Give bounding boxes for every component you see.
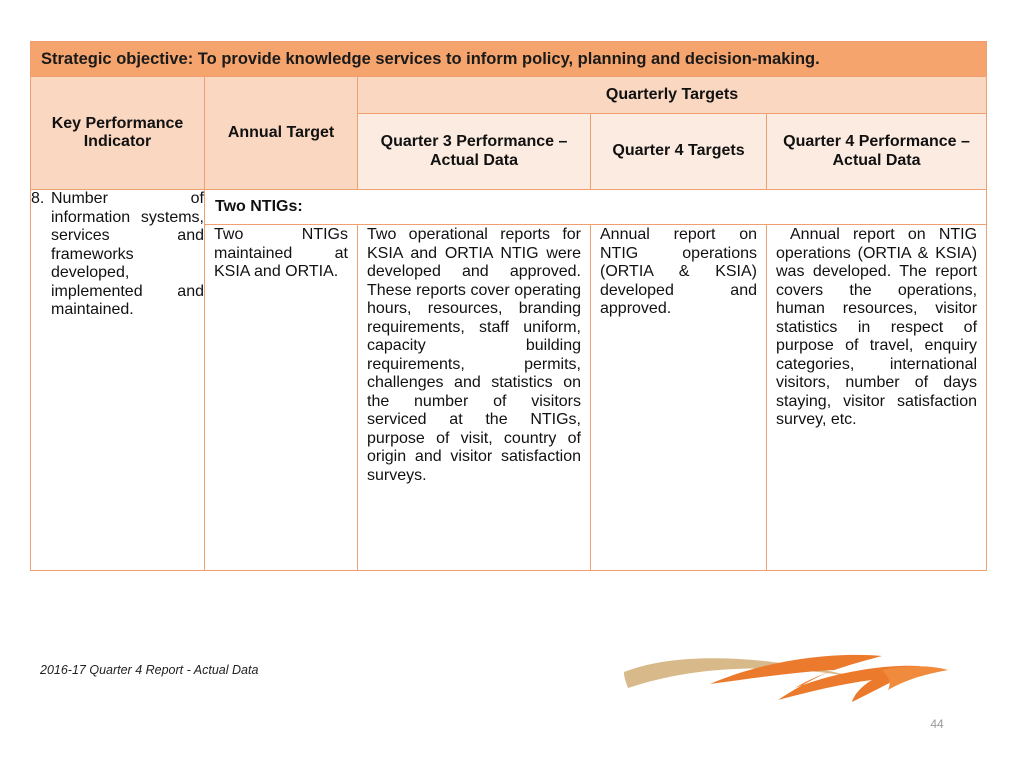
performance-table xyxy=(30,41,987,571)
kpi-list xyxy=(31,190,204,320)
ntig-span-label: Two NTIGs: xyxy=(205,190,987,225)
annual-target-cell xyxy=(205,225,358,571)
kpi-number: 8. xyxy=(31,190,45,207)
strategic-objective: Strategic objective: To provide knowledge services to inform policy, planning and decision-making. xyxy=(31,42,987,77)
q4-performance-header: Quarter 4 Performance – Actual Data xyxy=(767,114,987,190)
q4-targets-header: Quarter 4 Targets xyxy=(591,114,767,190)
kpi-text: Number of information systems, services and frameworks developed, implemented and maintained. xyxy=(51,190,204,318)
ntig-label-row xyxy=(31,190,987,225)
kpi-list-item xyxy=(31,190,204,320)
kpi-cell xyxy=(31,190,205,571)
swoosh-logo-icon xyxy=(620,648,950,704)
q3-performance-header: Quarter 3 Performance – Actual Data xyxy=(358,114,591,190)
q4-targets-text: Annual report on NTIG operations (ORTIA & KSIA) developed and approved. xyxy=(600,226,757,317)
header-row-top xyxy=(31,77,987,114)
annual-target-text: Two NTIGs maintained at KSIA and ORTIA. xyxy=(214,226,348,280)
kpi-header: Key Performance Indicator xyxy=(31,77,205,190)
footer-report-label: 2016-17 Quarter 4 Report - Actual Data xyxy=(40,663,259,677)
q4-performance-text: Annual report on NTIG operations (ORTIA & KSIA) was developed. The report covers the operations, human resources, visitor statistics in respect of purpose of travel, enquiry categories, international visitors, number of days staying, visitor satisfaction survey, etc. xyxy=(776,226,978,428)
q3-performance-cell xyxy=(358,225,591,571)
q3-performance-text: Two operational reports for KSIA and ORTIA NTIG were developed and approved. These reports cover operating hours, resources, branding requirements, staff uniform, capacity building requirements, permits, challenges and statistics on the number of visitors serviced at the NTIGs, purpose of visit, country of origin and visitor satisfaction surveys. xyxy=(367,226,581,484)
objective-row xyxy=(31,42,987,77)
q4-performance-cell xyxy=(767,225,987,571)
logo-orange-tip xyxy=(882,666,948,690)
quarterly-targets-header: Quarterly Targets xyxy=(358,77,987,114)
page-number: 44 xyxy=(930,717,944,731)
annual-target-header: Annual Target xyxy=(205,77,358,190)
q4-targets-cell xyxy=(591,225,767,571)
